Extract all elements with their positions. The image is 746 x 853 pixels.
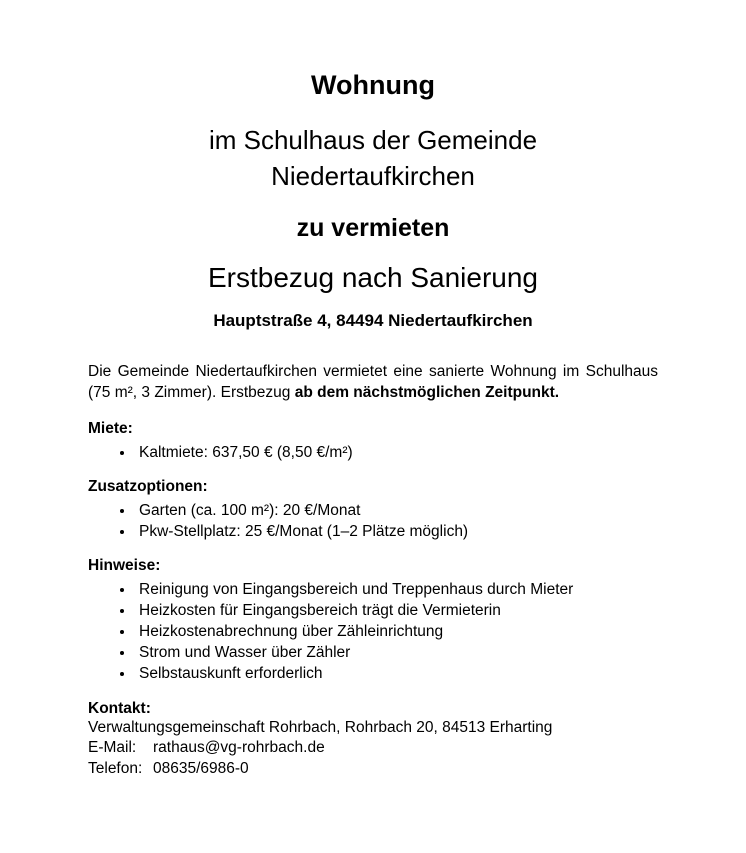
section-heading-miete: Miete: [88, 419, 133, 437]
list-item: • Heizkosten für Eingangsbereich trägt die Vermieterin [135, 600, 658, 621]
contact-phone-line [88, 759, 658, 780]
list-item: • Reinigung von Eingangsbereich und Treppenhaus durch Mieter [135, 579, 658, 600]
section-hinweise [88, 557, 658, 684]
contact-email-line [88, 738, 658, 759]
page-subtitle [88, 122, 658, 194]
list-item: • Garten (ca. 100 m²): 20 €/Monat [135, 500, 658, 521]
property-address: Hauptstraße 4, 84494 Niedertaufkirchen [213, 311, 533, 330]
list-item: • Heizkostenabrechnung über Zähleinrichtung [135, 621, 658, 642]
phone-label: Telefon: [88, 760, 143, 778]
contact-heading: Kontakt: [88, 699, 151, 717]
list-item: • Pkw-Stellplatz: 25 €/Monat (1–2 Plätze möglich) [135, 521, 658, 542]
section-heading-zusatzoptionen: Zusatzoptionen: [88, 477, 208, 495]
page-title: Wohnung [311, 70, 435, 100]
section-heading-hinweise: Hinweise: [88, 556, 161, 574]
subtitle-line-2: Niedertaufkirchen [271, 161, 475, 191]
hinweise-list [88, 579, 658, 684]
page-subheading: zu vermieten [296, 214, 450, 242]
intro-paragraph [88, 362, 658, 404]
section-miete [88, 420, 658, 463]
list-item: • Kaltmiete: 637,50 € (8,50 €/m²) [135, 442, 658, 463]
contact-org-line: Verwaltungsgemeinschaft Rohrbach, Rohrbach 20, 84513 Erharting [88, 718, 553, 736]
miete-list [88, 442, 658, 463]
list-item: • Strom und Wasser über Zähler [135, 642, 658, 663]
intro-text-bold: ab dem nächstmöglichen Zeitpunkt. [294, 383, 560, 401]
email-label: E-Mail: [88, 739, 137, 757]
subtitle-line-1: im Schulhaus der Gemeinde [208, 125, 538, 155]
page-tagline: Erstbezug nach Sanierung [208, 262, 538, 293]
section-zusatzoptionen [88, 478, 658, 542]
intro-text-normal: Die Gemeinde Niedertaufkirchen vermietet eine sanierte Wohnung im Schulhaus (75 m², 3 Zimmer). Erstbezug [88, 363, 658, 401]
phone-value: 08635/6986-0 [153, 760, 249, 778]
list-item: • Selbstauskunft erforderlich [135, 663, 658, 684]
zusatzoptionen-list [88, 500, 658, 542]
email-value: rathaus@vg-rohrbach.de [153, 739, 325, 757]
contact-section [88, 700, 658, 780]
